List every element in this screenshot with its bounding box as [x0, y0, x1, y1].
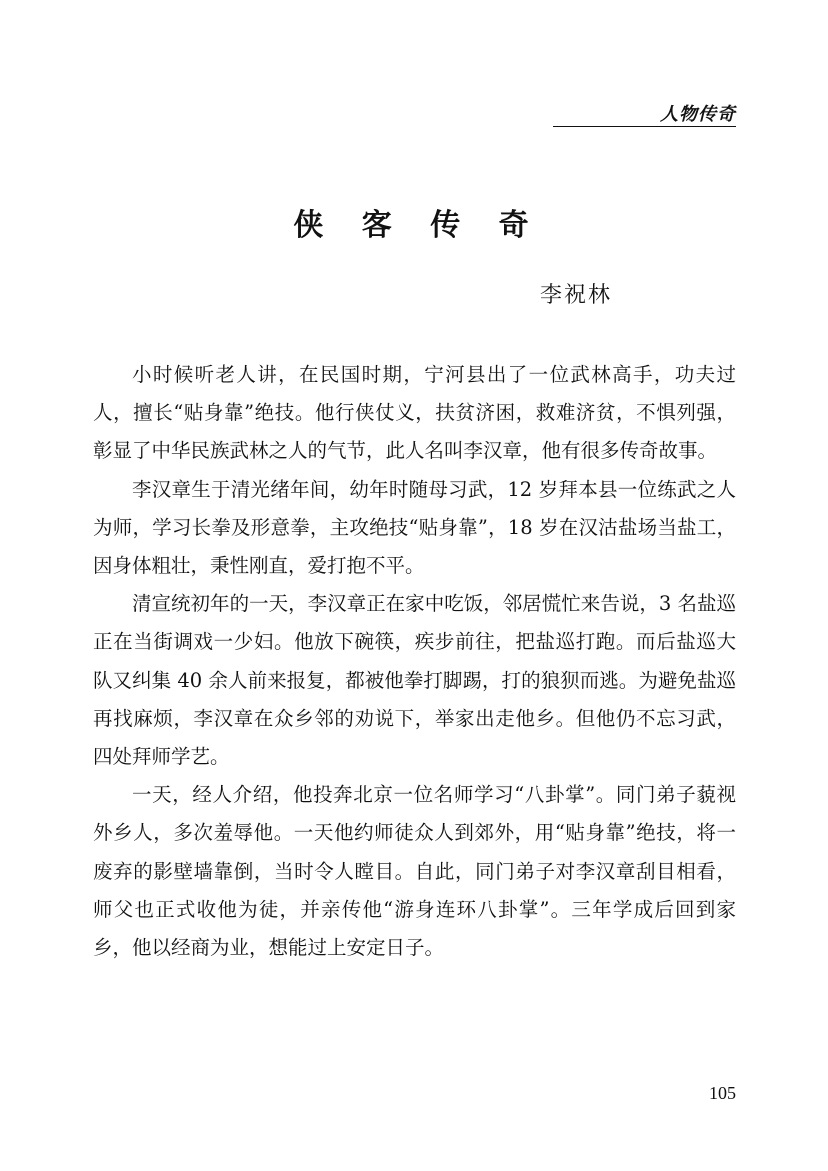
paragraph: 清宣统初年的一天，李汉章正在家中吃饭，邻居慌忙来告说，3 名盐巡正在当街调戏一少妇。他放下碗筷，疾步前往，把盐巡打跑。而后盐巡大队又纠集 40 余人前来报复，都被他拳打脚踢，打的狼狈而逃。为避免盐巡再找麻烦，李汉章在众乡邻的劝说下，举家出走他乡。但他仍不忘习武，四处拜师学艺。 — [93, 592, 736, 769]
paragraph: 小时候听老人讲，在民国时期，宁河县出了一位武林高手，功夫过人，擅长“贴身靠”绝技。他行侠仗义，扶贫济困，救难济贫，不惧列强，彰显了中华民族武林之人的气节，此人名叫李汉章，他有很多传奇故事。 — [93, 363, 736, 463]
article-title: 侠 客 传 奇 — [293, 208, 543, 243]
paragraph: 李汉章生于清光绪年间，幼年时随母习武，12 岁拜本县一位练武之人为师，学习长拳及形意拳，主攻绝技“贴身靠”，18 岁在汉沽盐场当盐工，因身体粗壮，秉性刚直，爱打抱不平。 — [93, 477, 736, 578]
article-body — [93, 356, 736, 967]
paragraph: 一天，经人介绍，他投奔北京一位名师学习“八卦掌”。同门弟子藐视外乡人，多次羞辱他。一天他约师徒众人到郊外，用“贴身靠”绝技，将一废弃的影壁墙靠倒，当时令人瞠目。自此，同门弟子对李汉章刮目相看，师父也正式收他为徒，并亲传他“游身连环八卦掌”。三年学成后回到家乡，他以经商为业，想能过上安定日子。 — [93, 783, 736, 960]
page-number: 105 — [709, 1083, 736, 1103]
article-author: 李祝林 — [540, 283, 613, 308]
header-rule — [553, 126, 736, 127]
running-header: 人物传奇 — [660, 104, 736, 125]
